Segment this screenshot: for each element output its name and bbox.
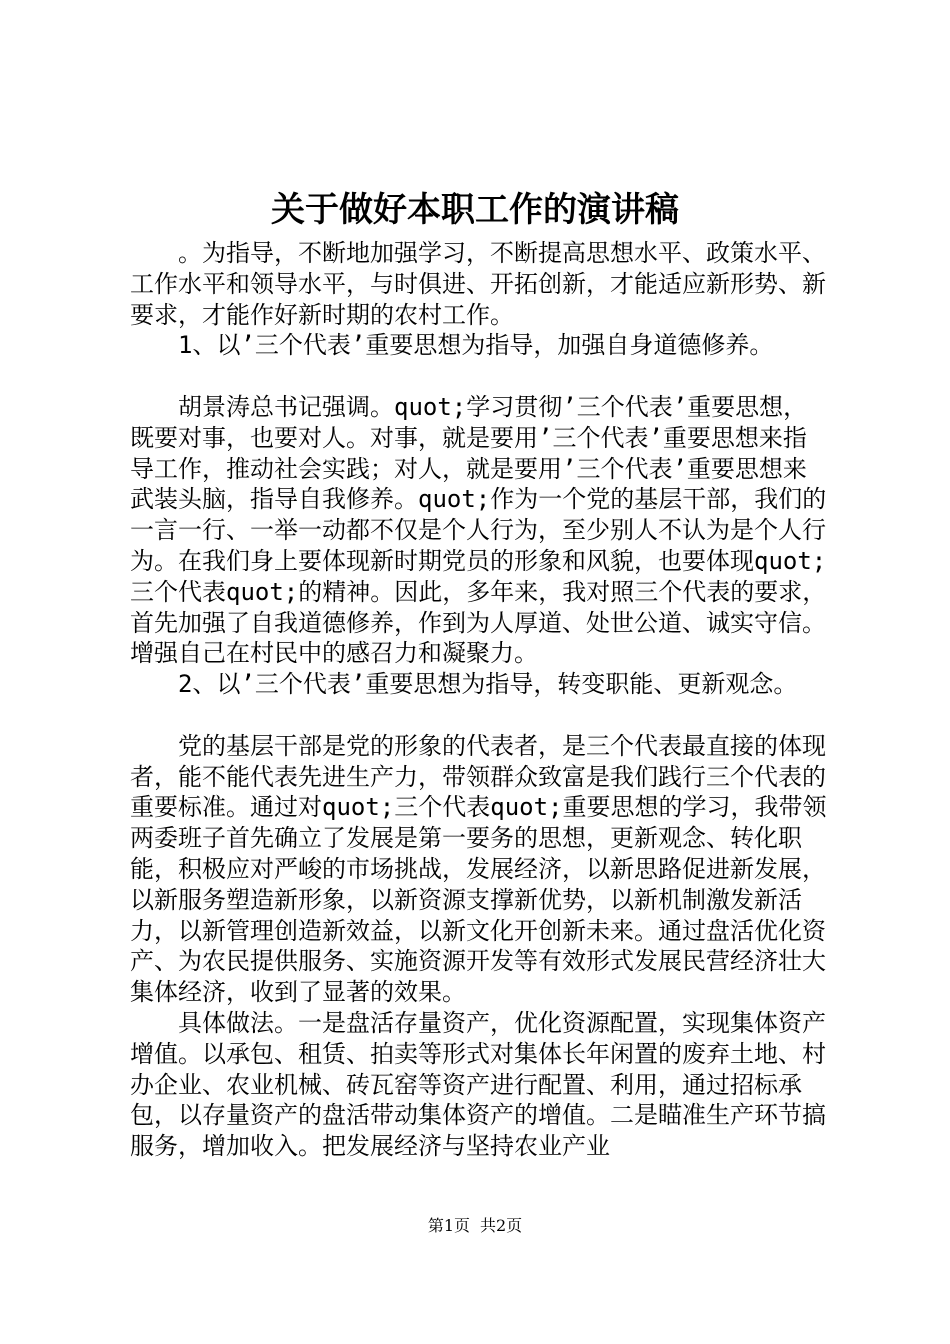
paragraph-section-2: 党的基层干部是党的形象的代表者，是三个代表最直接的体现者，能不能代表先进生产力，带领群众致富是我们践行三个代表的重要标准。通过对quot;三个代表quot;重要思想的学习，我带领两委班子首先确立了发展是第一要务的思想，更新观念、转化职能，积极应对严峻的市场挑战，发展经济，以新思路促进新发展，以新服务塑造新形象，以新资源支撑新优势，以新机制激发新活力，以新管理创造新效益，以新文化开创新未来。通过盘活优化资产、为农民提供服务、实施资源开发等有效形式发展民营经济壮大集体经济，收到了显著的效果。 [130, 731, 827, 1007]
page-total: 共2页 [480, 1216, 523, 1235]
page-number: 第1页 [427, 1216, 470, 1235]
section-heading-2: 2、以’三个代表’重要思想为指导，转变职能、更新观念。 [178, 670, 798, 699]
document-body [130, 238, 830, 1162]
paragraph-practices: 具体做法。一是盘活存量资产，优化资源配置，实现集体资产增值。以承包、租赁、拍卖等形式对集体长年闲置的废弃土地、村办企业、农业机械、砖瓦窑等资产进行配置、利用，通过招标承包，以存量资产的盘活带动集体资产的增值。二是瞄准生产环节搞服务，增加收入。把发展经济与坚持农业产业 [130, 1008, 826, 1161]
paragraph-section-1: 胡景涛总书记强调。quot;学习贯彻’三个代表’重要思想，既要对事，也要对人。对事，就是要用’三个代表’重要思想来指导工作，推动社会实践；对人，就是要用’三个代表’重要思想来武装头脑，指导自我修养。quot;作为一个党的基层干部，我们的一言一行、一举一动都不仅是个人行为，至少别人不认为是个人行为。在我们身上要体现新时期党员的形象和风貌，也要体现quot;三个代表quot;的精神。因此，多年来，我对照三个代表的要求，首先加强了自我道德修养，作到为人厚道、处世公道、诚实守信。增强自己在村民中的感召力和凝聚力。 [130, 392, 827, 668]
document-title: 关于做好本职工作的演讲稿 [271, 190, 679, 230]
section-heading-1: 1、以’三个代表’重要思想为指导，加强自身道德修养。 [178, 331, 774, 360]
page-footer [0, 1214, 950, 1238]
paragraph-intro: 。为指导，不断地加强学习，不断提高思想水平、政策水平、工作水平和领导水平，与时俱进、开拓创新，才能适应新形势、新要求，才能作好新时期的农村工作。 [130, 239, 826, 329]
